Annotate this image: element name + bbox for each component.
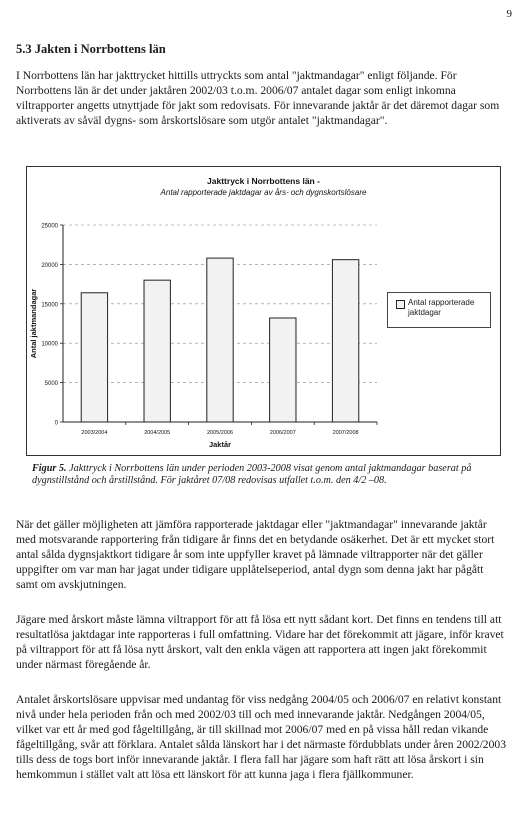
- paragraph-trend: Antalet årskortslösare uppvisar med undantag för viss nedgång 2004/05 och 2006/07 en relativt konstant nivå under hela perioden från och med 2002/03 till och med innevarande jaktår. Nedgången 2004/05, vilket var ett år med god fågeltillgång, är till skillnad mot 2006/07 med en på vissa håll redan vikande fågeltillgång, svår att förklara. Antalet sålda länskort har i det närmaste fördubblats under åren 2002/2003 tills dess de togs bort inför innevarande jaktår. I flera fall har jägare som haft rätt att lösa årskort i sin hemkommun i stället valt att lösa ett länskort för att kunna jaga i flera fjällkommuner.: [16, 693, 506, 781]
- bar-2006-2007: [270, 318, 296, 422]
- bar-2003-2004: [81, 293, 107, 422]
- figure-caption-label: Figur 5.: [32, 463, 67, 474]
- section-heading: 5.3 Jakten i Norrbottens län: [16, 42, 166, 56]
- paragraph-intro: I Norrbottens län har jakttrycket hittills uttryckts som antal "jaktmandagar" enligt följande. För Norrbottens län är det under jaktåren 2002/03 t.o.m. 2006/07 antalet dagar som enligt inkomna viltrapporter angetts utnyttjade för jakt som redovisats. För innevarande jaktår är det däremot dagar som aktiverats av såväl dygns- som årskortslösare som utgör antalet "jaktmandagar".: [16, 69, 500, 127]
- chart-legend: [387, 292, 491, 328]
- x-tick-label: 2005/2006: [207, 430, 233, 436]
- bar-2004-2005: [144, 280, 170, 422]
- x-tick-label: 2006/2007: [269, 430, 296, 436]
- chart-subtitle: Antal rapporterade jaktdagar av års- och dygnskortslösare: [160, 188, 367, 197]
- legend-swatch-icon: [396, 300, 405, 309]
- bar-2007-2008: [332, 260, 358, 422]
- x-tick-label: 2003/2004: [81, 430, 108, 436]
- figure-caption: [32, 463, 472, 487]
- y-tick-label: 10000: [41, 341, 58, 348]
- y-tick-label: 20000: [41, 262, 58, 269]
- x-tick-label: 2004/2005: [144, 430, 171, 436]
- x-axis-label: Jaktår: [208, 440, 232, 449]
- y-tick-label: 25000: [41, 223, 58, 230]
- jakttryck-chart: [26, 166, 501, 456]
- chart-title: Jakttryck i Norrbottens län -: [207, 176, 320, 186]
- paragraph-comparison: När det gäller möjligheten att jämföra rapporterade jaktdagar eller "jaktmandagar" innevarande jaktår med motsvarande rapportering från tidigare år finns det en betydande osäkerhet. Det är ett mycket stort antal sålda dygnsjaktkort tidigare år som inte uppfyller kravet på lämnade viltrapporter när det gäller uppgifter om var man har jagat under tidigare upplåtelseperiod, antal dygn som denna jakt har pågått samt om avskjutningen.: [16, 518, 495, 591]
- y-tick-label: 15000: [41, 302, 58, 309]
- y-tick-label: 5000: [44, 381, 58, 388]
- bar-2005-2006: [207, 258, 233, 422]
- legend-label: Antal rapporterade jaktdagar: [408, 298, 475, 317]
- x-tick-label: 2007/2008: [332, 430, 359, 436]
- page-number: 9: [506, 8, 512, 20]
- figure-caption-text: Jakttryck i Norrbottens län under perioden 2003-2008 visat genom antal jaktmandagar baserat på dygnstillstånd och årstillstånd. För jaktåret 07/08 redovisas utfallet t.o.m. den 4/2 –08.: [32, 463, 472, 486]
- y-axis-label: Antal jaktmandagar: [29, 288, 38, 359]
- paragraph-arskort: Jägare med årskort måste lämna viltrapport för att få lösa ett nytt sådant kort. Det finns en tendens till att resultatlösa jaktdagar inte rapporteras i full omfattning. Vidare har det förekommit att jägare, inför kravet på viltrapport för att få lösa nytt årskort, valt den enkla vägen att rapportera att ingen jakt förekommit under närmast föregående år.: [16, 613, 504, 671]
- y-tick-label: 0: [54, 420, 58, 427]
